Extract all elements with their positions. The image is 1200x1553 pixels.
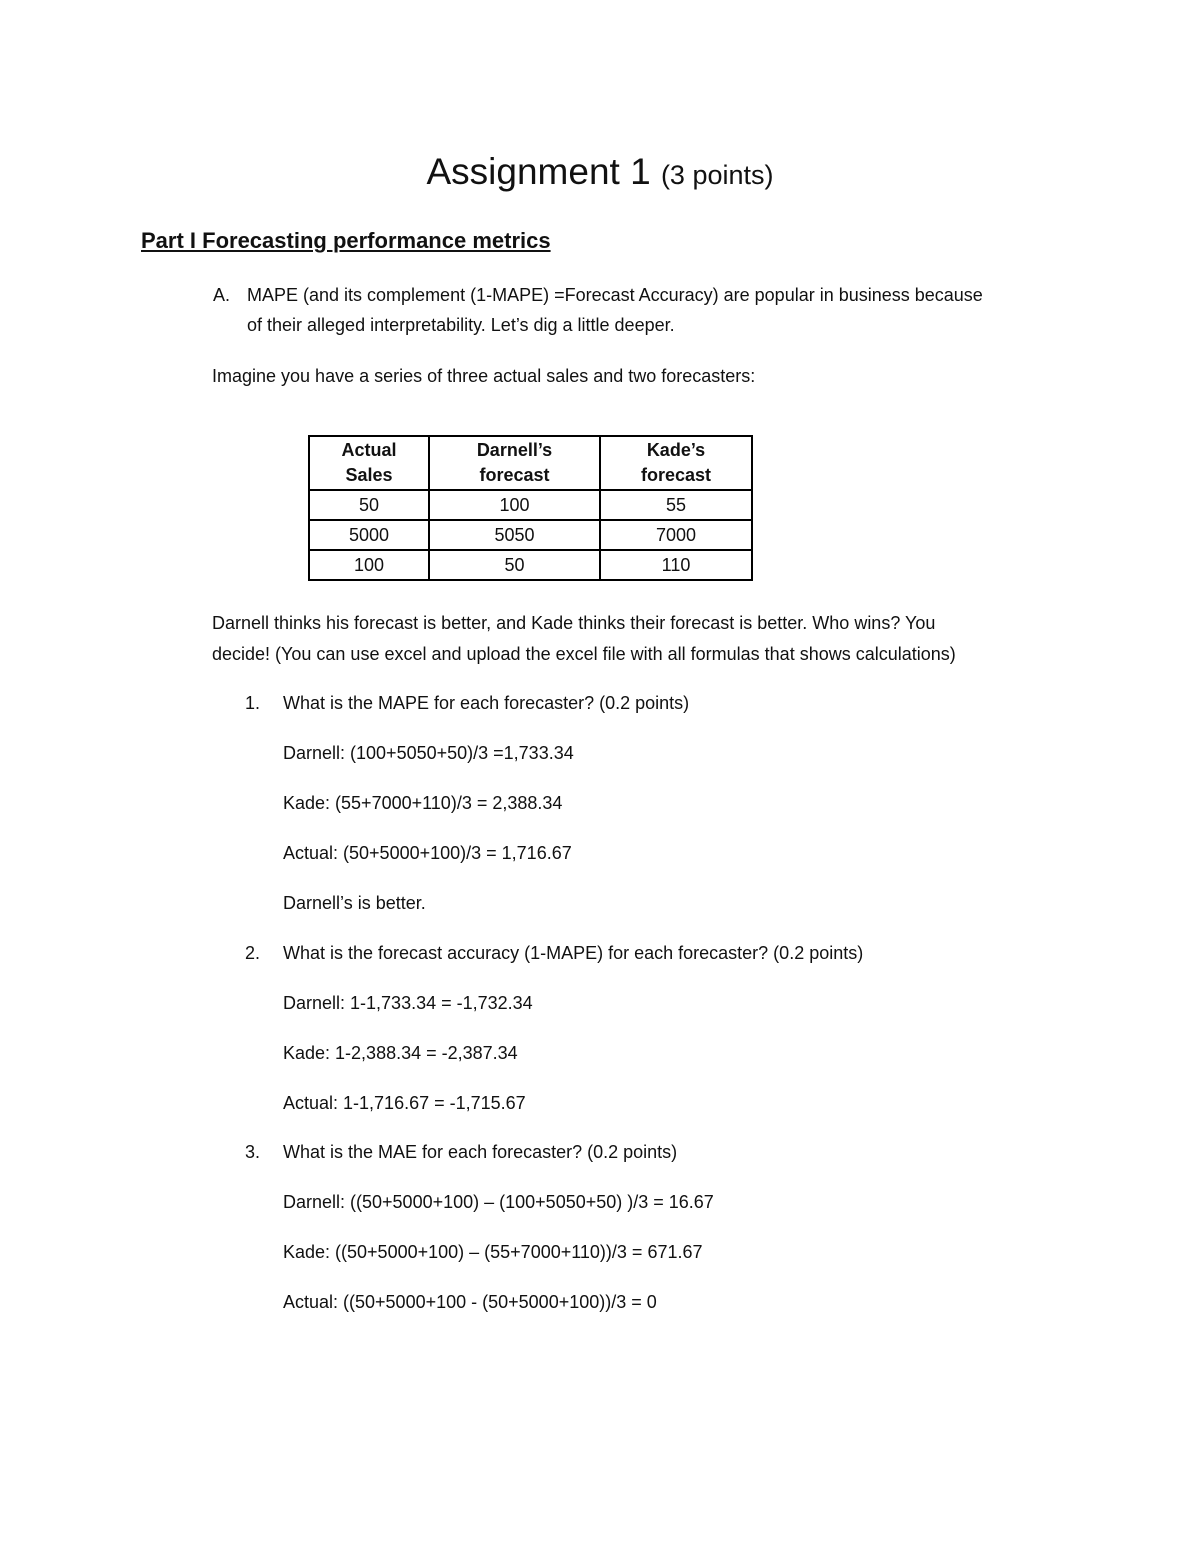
table-header-row: [309, 436, 752, 490]
discussion-line-1: Darnell thinks his forecast is better, and Kade thinks their forecast is better. Who wins? You: [212, 613, 936, 633]
table-cell: 100: [309, 550, 429, 580]
question-3-number: 3.: [245, 1142, 261, 1162]
question-3-answer: Kade: ((50+5000+100) – (55+7000+110))/3 = 671.67: [283, 1242, 703, 1262]
table-cell: 110: [600, 550, 752, 580]
question-1-text: What is the MAPE for each forecaster? (0.2 points): [283, 693, 690, 713]
table-row: [309, 520, 752, 550]
table-cell: 100: [429, 490, 600, 520]
table-cell: 55: [600, 490, 752, 520]
question-2-text: What is the forecast accuracy (1-MAPE) for each forecaster? (0.2 points): [283, 943, 864, 963]
table-row: [309, 550, 752, 580]
question-3-text: What is the MAE for each forecaster? (0.2 points): [283, 1142, 678, 1162]
question-1-answer: Darnell: (100+5050+50)/3 =1,733.34: [283, 743, 574, 763]
question-2-answer: Actual: 1-1,716.67 = -1,715.67: [283, 1093, 526, 1113]
question-1-number: 1.: [245, 693, 261, 713]
question-3-answer: Actual: ((50+5000+100 - (50+5000+100))/3 = 0: [283, 1292, 657, 1312]
table-header-cell: Actual Sales: [309, 436, 429, 490]
question-1-answer: Darnell’s is better.: [283, 893, 426, 913]
title-points: (3 points): [660, 160, 774, 190]
section-a-marker: A.: [213, 285, 231, 305]
question-3-answer: Darnell: ((50+5000+100) – (100+5050+50) )/3 = 16.67: [283, 1192, 714, 1212]
table-header-cell: Darnell’s forecast: [429, 436, 600, 490]
section-a-line-1: MAPE (and its complement (1-MAPE) =Forecast Accuracy) are popular in business because: [247, 285, 983, 305]
part-heading: Part I Forecasting performance metrics: [141, 228, 551, 253]
discussion-line-2: decide! (You can use excel and upload the excel file with all formulas that shows calculations): [212, 644, 956, 664]
section-a-line-2: of their alleged interpretability. Let’s dig a little deeper.: [247, 315, 675, 335]
question-2-answer: Kade: 1-2,388.34 = -2,387.34: [283, 1043, 518, 1063]
table-header-cell: Kade’s forecast: [600, 436, 752, 490]
question-2-number: 2.: [245, 943, 261, 963]
question-2-answer: Darnell: 1-1,733.34 = -1,732.34: [283, 993, 533, 1013]
question-1-answer: Kade: (55+7000+110)/3 = 2,388.34: [283, 793, 563, 813]
table-cell: 50: [429, 550, 600, 580]
question-1-answer: Actual: (50+5000+100)/3 = 1,716.67: [283, 843, 572, 863]
table-row: [309, 490, 752, 520]
table-cell: 50: [309, 490, 429, 520]
intro-text: Imagine you have a series of three actual sales and two forecasters:: [212, 366, 756, 386]
table-cell: 7000: [600, 520, 752, 550]
page-title: [0, 148, 1200, 199]
title-main: Assignment 1: [426, 151, 651, 192]
sales-table: [308, 435, 753, 581]
table-cell: 5000: [309, 520, 429, 550]
table-cell: 5050: [429, 520, 600, 550]
